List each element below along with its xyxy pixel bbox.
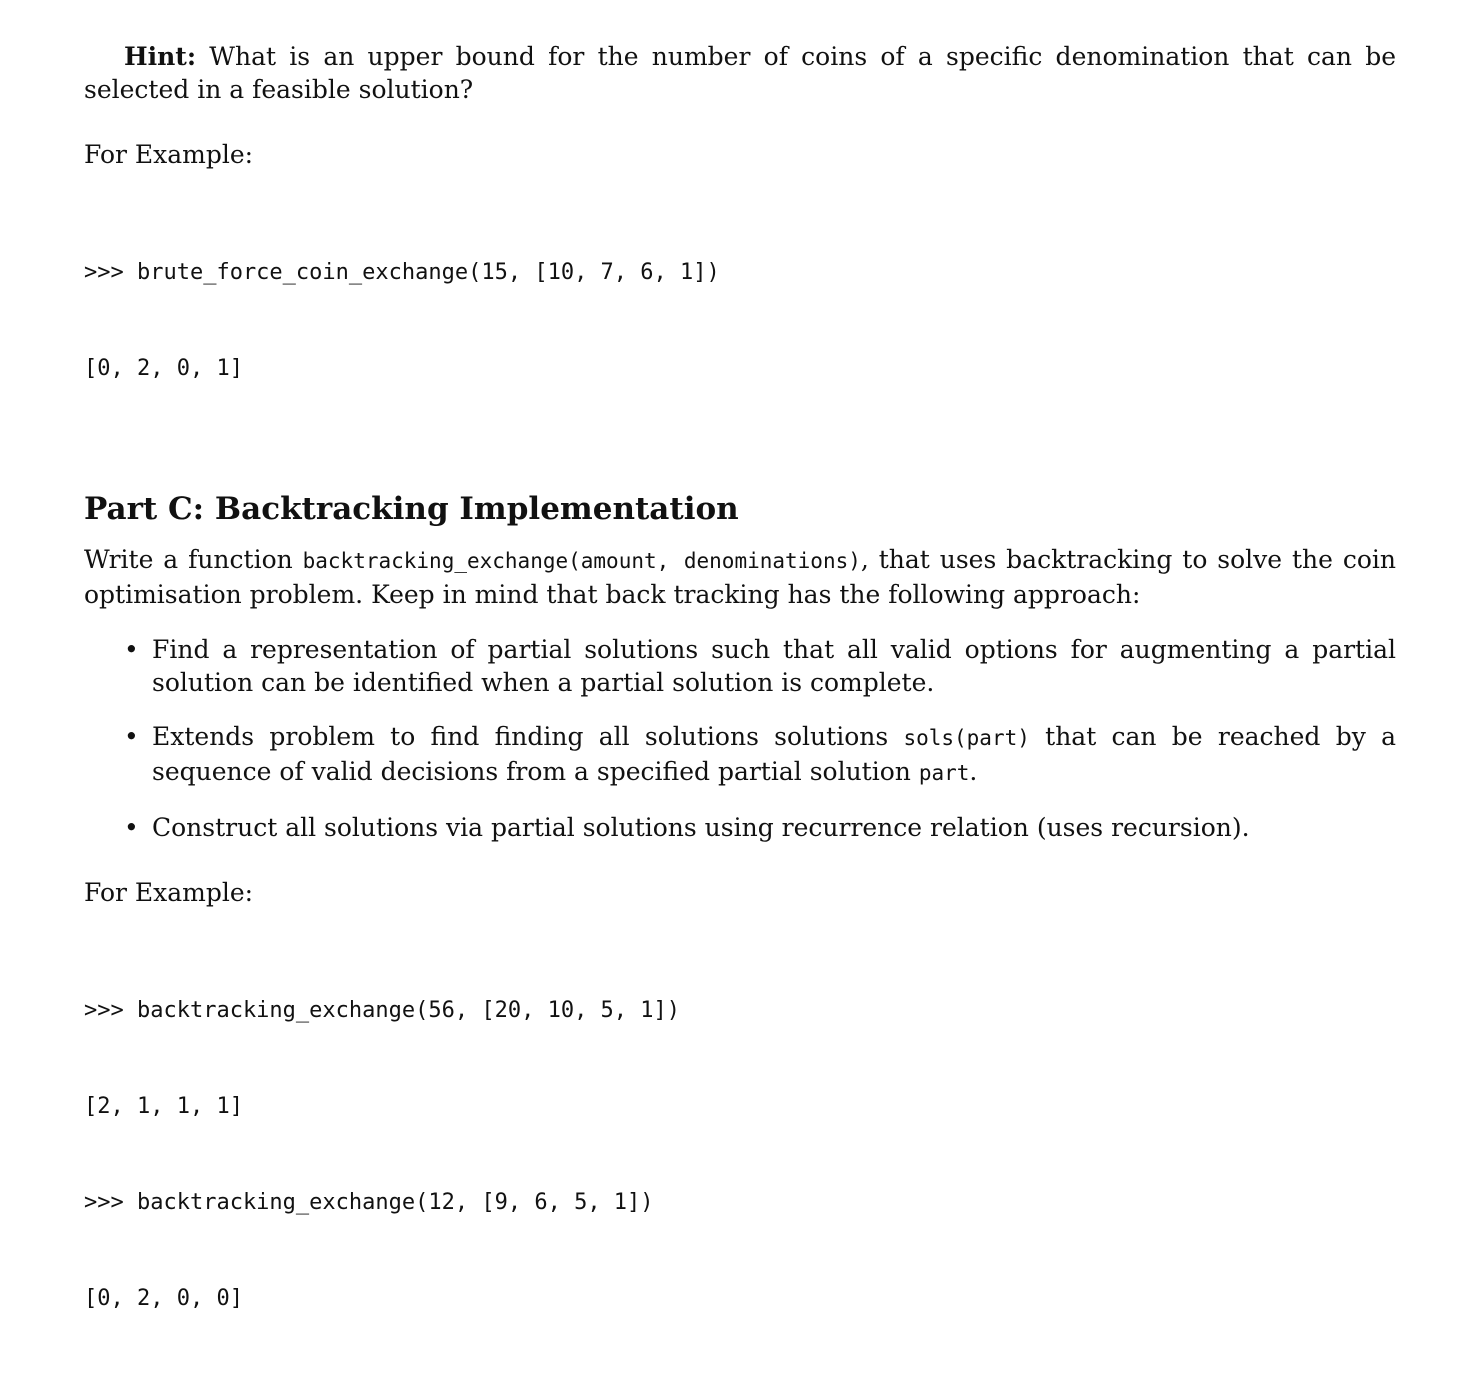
code-example-2 [84,931,1396,1379]
list-item-text: . [969,757,978,786]
intro-paragraph [84,543,1396,611]
intro-text-after: , that uses backtracking to solve the coin optimisation problem. Keep in mind that back tracking has the following approach: [84,545,1396,609]
code-line: [0, 2, 0, 1] [84,356,243,381]
document-page [84,40,1396,1379]
section-title: Part C: Backtracking Implementation [84,491,739,527]
intro-text-before: Write a function [84,545,303,574]
example-label-2: For Example: [84,878,254,907]
hint-paragraph [84,40,1396,106]
code-line: >>> backtracking_exchange(12, [9, 6, 5, 1]) [84,1190,654,1215]
approach-list [84,633,1396,844]
hint-text: What is an upper bound for the number of coins of a specific denomination that can be selected in a feasible solution? [84,42,1396,104]
bullet-icon: • [124,722,139,751]
inline-code: part [918,761,970,785]
list-item [84,633,1396,699]
inline-code: sols(part) [903,726,1030,750]
bullet-icon: • [124,635,139,664]
list-item-text: that can be reached by a sequence of valid decisions from a specified partial solution [152,722,1397,786]
code-line: [2, 1, 1, 1] [84,1094,243,1119]
hint-label: Hint: [124,42,197,71]
code-example-1 [84,193,1396,449]
list-item [84,720,1396,790]
example-label-1: For Example: [84,140,254,169]
list-item [84,811,1396,844]
code-line: >>> brute_force_coin_exchange(15, [10, 7, 6, 1]) [84,260,720,285]
list-item-text: Extends problem to find finding all solutions solutions [152,722,904,751]
list-item-text: Construct all solutions via partial solutions using recurrence relation (uses recursion). [152,813,1250,842]
function-signature-code: backtracking_exchange(amount, denominations) [302,549,861,573]
bullet-icon: • [124,813,139,842]
list-item-text: Find a representation of partial solutions such that all valid options for augmenting a partial solution can be identified when a partial solution is complete. [152,635,1396,697]
code-line: >>> backtracking_exchange(56, [20, 10, 5, 1]) [84,998,681,1023]
code-line: [0, 2, 0, 0] [84,1286,243,1311]
